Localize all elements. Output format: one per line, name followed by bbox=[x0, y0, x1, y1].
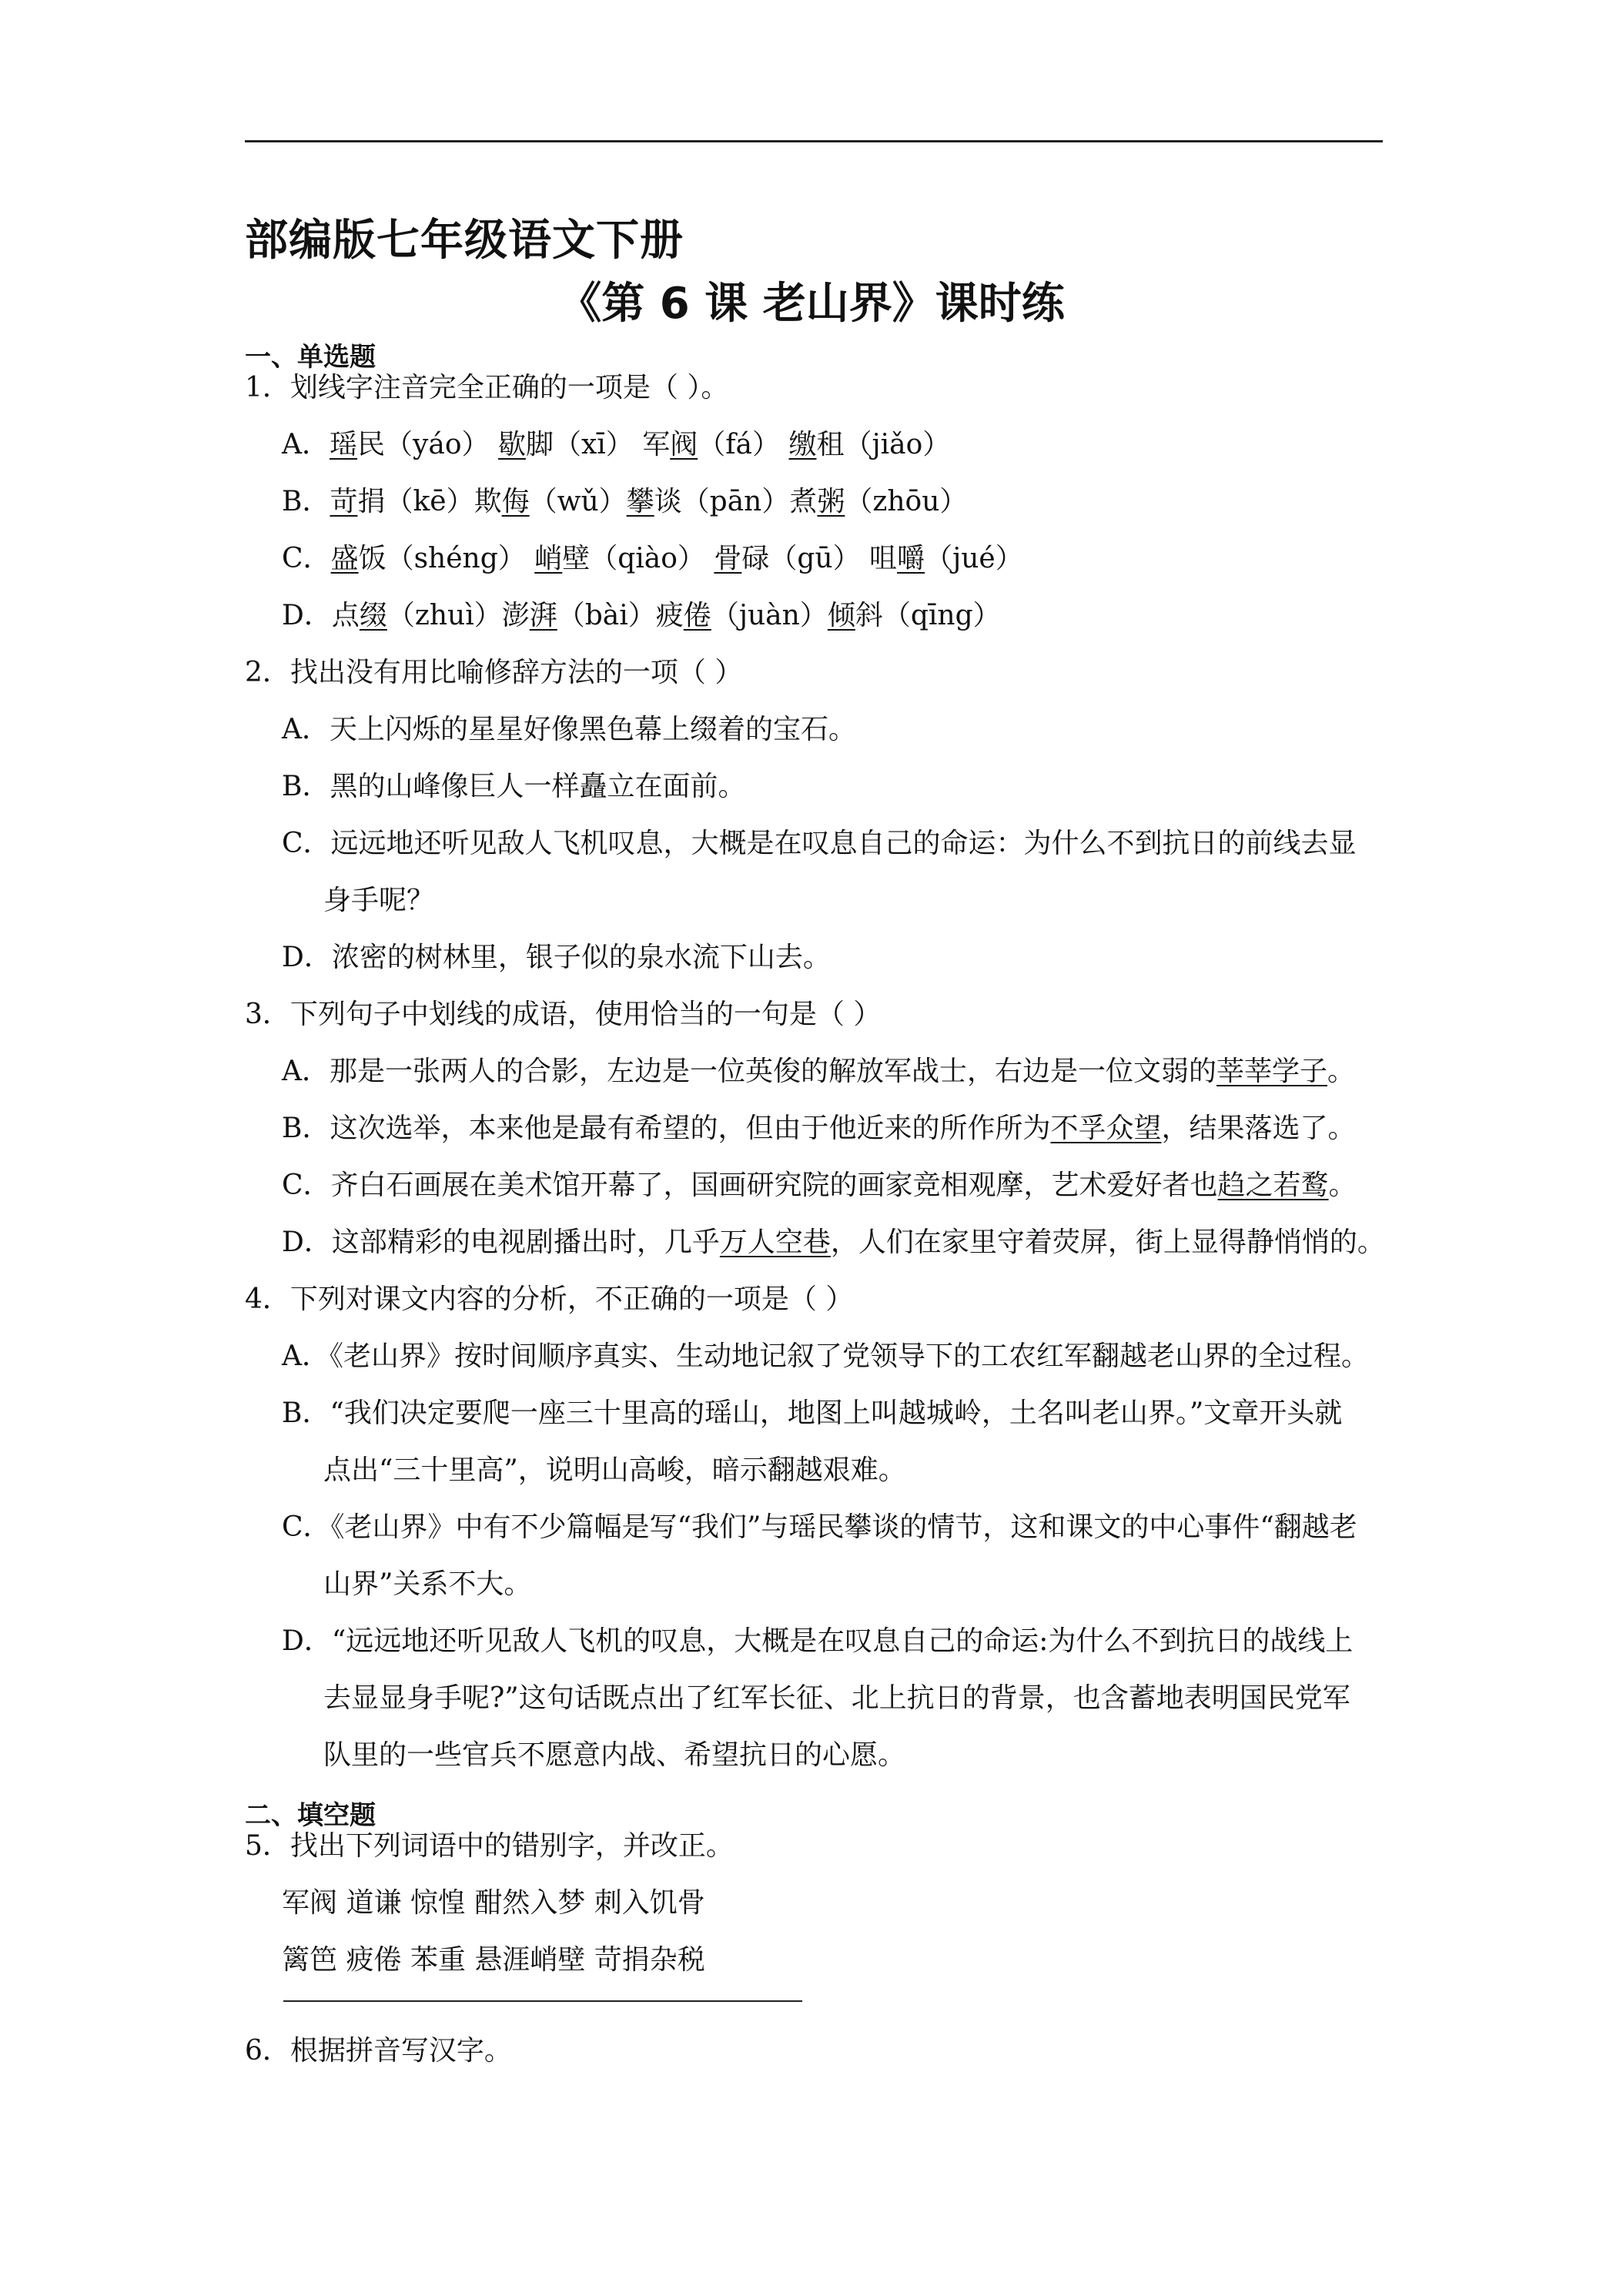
question-4-option-d-continued-2: 队里的一些官兵不愿意内战、希望抗日的心愿。 bbox=[323, 1739, 906, 1771]
header-rule bbox=[245, 140, 1383, 142]
lesson-title: 《第 6 课 老山界》课时练 bbox=[558, 279, 1065, 329]
question-4-option-d-continued-1: 去显显身手呢?”这句话既点出了红军长征、北上抗日的背景，也含蓄地表明国民党军 bbox=[323, 1682, 1350, 1714]
question-4-option-b: B．“我们决定要爬一座三十里高的瑶山，地图上叫越城岭，土名叫老山界。”文章开头就 bbox=[282, 1397, 1343, 1429]
question-1-option-b: B．苛捐（kē）欺侮（wǔ）攀谈（pān）煮粥（zhōu） bbox=[282, 486, 968, 517]
question-2-option-a: A．天上闪烁的星星好像黑色幕上缀着的宝石。 bbox=[282, 714, 856, 745]
question-1-option-c: C．盛饭（shéng） 峭壁（qiào） 骨碌（gū） 咀嚼（jué） bbox=[282, 543, 1023, 574]
question-3-option-a: A．那是一张两人的合影，左边是一位英俊的解放军战士，右边是一位文弱的莘莘学子。 bbox=[282, 1056, 1356, 1087]
question-3-option-b: B．这次选举，本来他是最有希望的，但由于他近来的所作所为不孚众望，结果落选了。 bbox=[282, 1113, 1356, 1144]
question-1-stem: 1．划线字注音完全正确的一项是（ ）。 bbox=[245, 372, 729, 403]
question-1-option-a: A．瑶民（yáo） 歇脚（xī） 军阀（fá） 缴租（jiǎo） bbox=[282, 429, 951, 460]
question-4-option-b-continued: 点出“三十里高”，说明山高峻，暗示翻越艰难。 bbox=[323, 1454, 906, 1486]
question-4-option-a: A．《老山界》按时间顺序真实、生动地记叙了党领导下的工农红军翻越老山界的全过程。 bbox=[282, 1340, 1369, 1372]
question-5-answer-line[interactable] bbox=[283, 2000, 802, 2002]
question-2-option-b: B．黑的山峰像巨人一样矗立在面前。 bbox=[282, 771, 746, 802]
question-6-stem: 6．根据拼音写汉字。 bbox=[245, 2035, 512, 2067]
question-3-option-c: C．齐白石画展在美术馆开幕了，国画研究院的画家竞相观摩，艺术爱好者也趋之若鹜。 bbox=[282, 1170, 1357, 1201]
question-5-stem: 5．找出下列词语中的错别字，并改正。 bbox=[245, 1830, 734, 1862]
page-title: 部编版七年级语文下册 bbox=[245, 216, 684, 266]
question-5-word-row-2: 篱笆 疲倦 苯重 悬涯峭壁 苛捐杂税 bbox=[282, 1944, 705, 1976]
question-4-option-c: C．《老山界》中有不少篇幅是写“我们”与瑶民攀谈的情节，这和课文的中心事件“翻越老 bbox=[282, 1511, 1357, 1543]
question-5-word-row-1: 军阀 道谦 惊惶 酣然入梦 刺入饥骨 bbox=[282, 1887, 705, 1919]
section-heading-fill-in: 二、填空题 bbox=[245, 1800, 376, 1831]
section-heading-single-choice: 一、单选题 bbox=[245, 342, 376, 373]
question-2-option-c: C．远远地还听见敌人飞机叹息，大概是在叹息自己的命运：为什么不到抗日的前线去显 bbox=[282, 828, 1357, 859]
question-2-stem: 2．找出没有用比喻修辞方法的一项（ ） bbox=[245, 657, 743, 688]
question-4-stem: 4．下列对课文内容的分析，不正确的一项是（ ） bbox=[245, 1284, 854, 1315]
question-4-option-d: D．“远远地还听见敌人飞机的叹息，大概是在叹息自己的命运:为什么不到抗日的战线上 bbox=[282, 1625, 1354, 1657]
question-2-option-d: D．浓密的树林里，银子似的泉水流下山去。 bbox=[282, 942, 831, 973]
question-3-stem: 3．下列句子中划线的成语，使用恰当的一句是（ ） bbox=[245, 999, 882, 1030]
question-4-option-c-continued: 山界”关系不大。 bbox=[323, 1568, 532, 1600]
question-1-option-d: D．点缀（zhuì）澎湃（bài）疲倦（juàn）倾斜（qīng） bbox=[282, 600, 1001, 631]
question-3-option-d: D．这部精彩的电视剧播出时，几乎万人空巷，人们在家里守着荧屏，街上显得静悄悄的。 bbox=[282, 1227, 1385, 1258]
question-2-option-c-continued: 身手呢？ bbox=[323, 885, 435, 916]
